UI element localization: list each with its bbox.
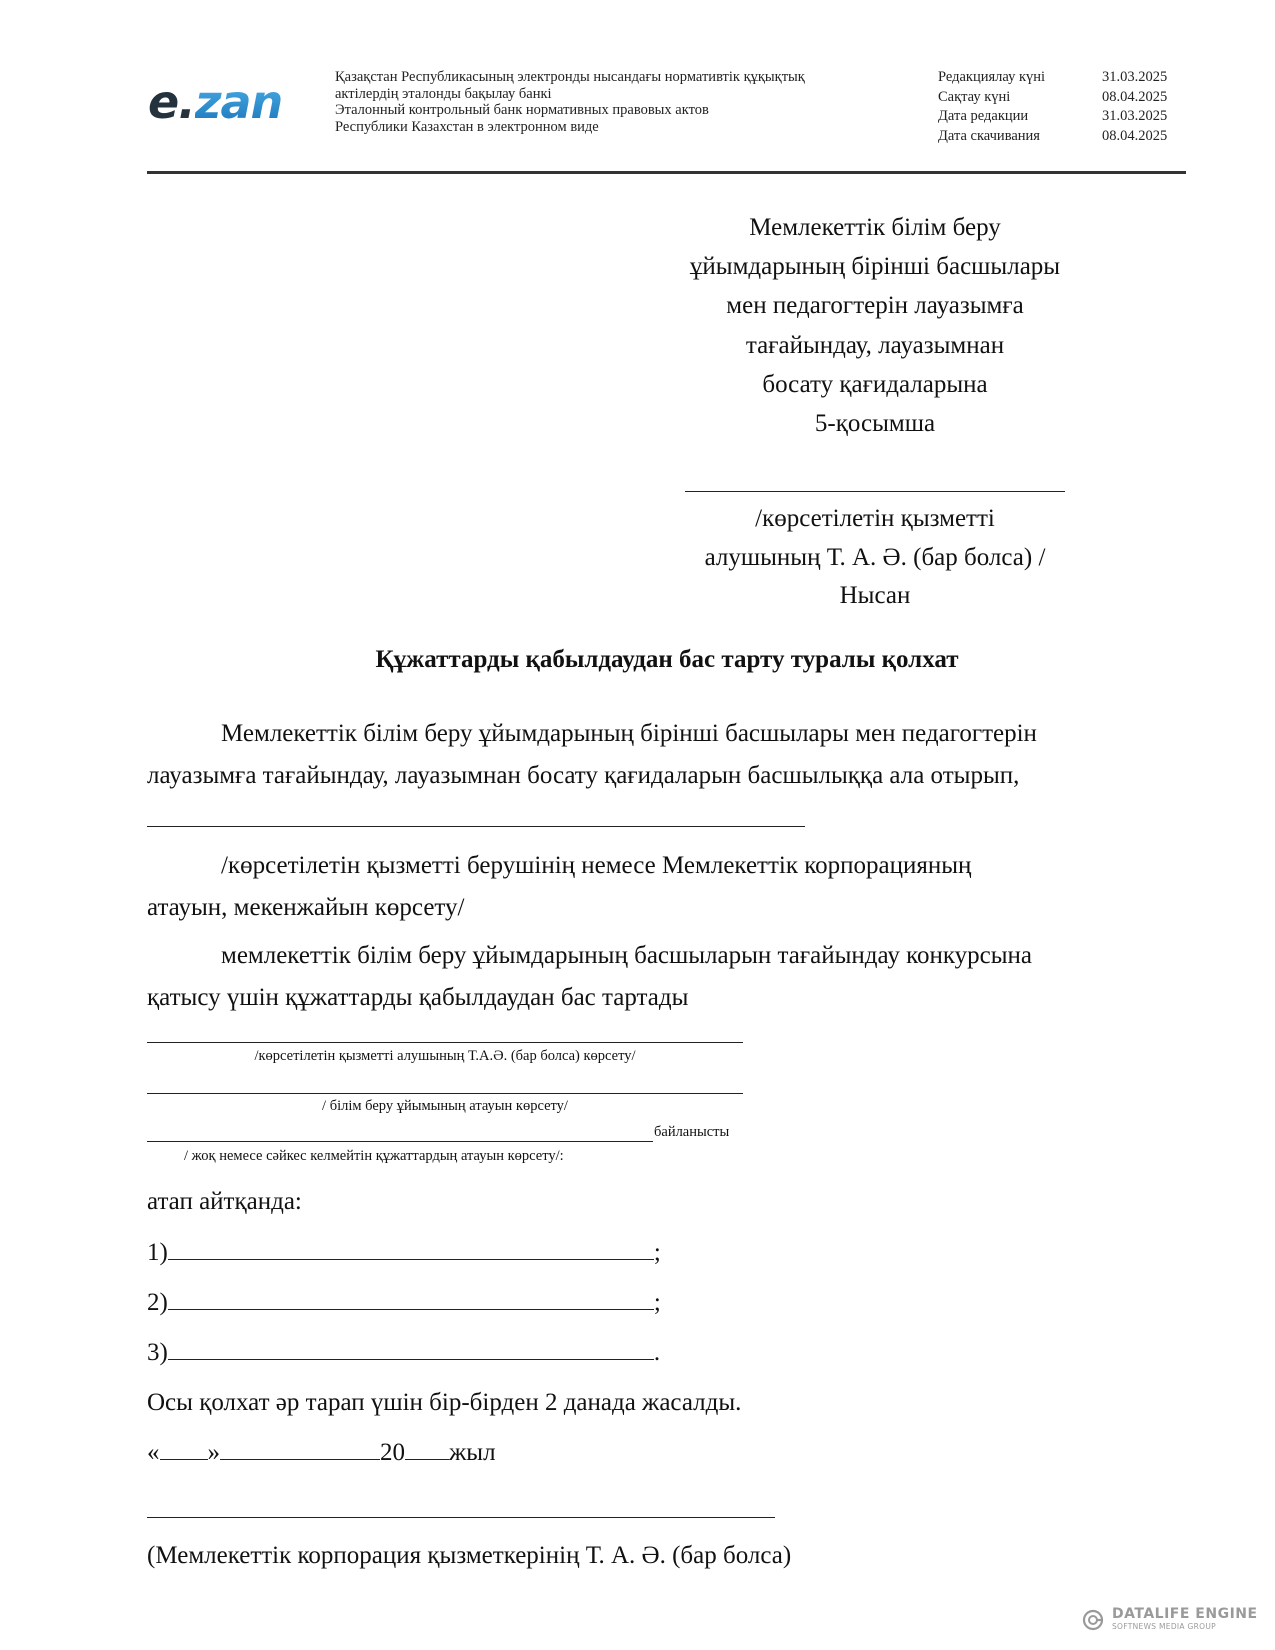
list-item-number: 3) — [147, 1339, 168, 1366]
list-item — [147, 1281, 667, 1324]
related-suffix: байланысты — [654, 1124, 730, 1140]
signature-caption: (Мемлекеттік корпорация қызметкерінің Т. А. Ә. (бар болса) — [147, 1542, 792, 1569]
appendix-line: мен педагогтерін лауазымға — [726, 292, 1024, 320]
watermark-title: DATALIFE ENGINE — [1112, 1606, 1258, 1622]
century: 20 — [380, 1439, 405, 1466]
list-item-end: . — [653, 1339, 661, 1366]
paragraph-line: қатысу үшін құжаттарды қабылдаудан бас тартады — [147, 984, 689, 1011]
documents-blank[interactable] — [147, 1141, 653, 1142]
meta-value: 08.04.2025 — [1102, 88, 1168, 105]
recipient-hint-line: алушының Т. А. Ә. (бар болса) / — [704, 543, 1046, 571]
appendix-reference — [640, 208, 1110, 443]
list-item — [147, 1231, 667, 1274]
appendix-line: босату қағидаларына — [762, 370, 988, 398]
meta-value: 08.04.2025 — [1102, 127, 1168, 144]
list-item-end: ; — [653, 1289, 661, 1316]
recipient-block — [640, 500, 1110, 616]
paragraph-line: лауазымға тағайындау, лауазымнан босату қағидаларын басшылыққа ала отырып, — [147, 762, 1020, 789]
paragraph-provider-hint — [147, 845, 1187, 929]
datalife-engine-logo-icon — [1082, 1609, 1104, 1631]
close-quote: » — [207, 1439, 220, 1466]
list-item-blank[interactable] — [168, 1231, 654, 1260]
provider-name-blank[interactable] — [147, 826, 805, 827]
meta-label: Сақтау күні — [938, 88, 1011, 105]
meta-row-edit-date-ru — [938, 107, 1192, 127]
header-description-line: Эталонный контрольный банк нормативных правовых актов — [335, 102, 709, 118]
appendix-line: тағайындау, лауазымнан — [745, 331, 1005, 359]
header-description — [335, 69, 805, 135]
recipient-fullname-hint: /көрсетілетін қызметті алушының Т.А.Ә. (бар болса) көрсету/ — [254, 1048, 636, 1064]
list-item-number: 2) — [147, 1289, 168, 1316]
paragraph-line: /көрсетілетін қызметті берушінің немесе Мемлекеттік корпорацияның — [221, 852, 972, 879]
organization-name-blank[interactable] — [147, 1093, 743, 1094]
recipient-fullname-blank[interactable] — [147, 1042, 743, 1043]
meta-label: Дата скачивания — [938, 127, 1040, 144]
recipient-hint-line: /көрсетілетін қызметті — [755, 505, 995, 532]
document-title: Құжаттарды қабылдаудан бас тарту туралы қолхат — [375, 646, 959, 673]
meta-label: Дата редакции — [938, 108, 1029, 124]
recipient-name-blank[interactable] — [685, 491, 1065, 492]
header-description-line: Республики Казахстан в электронном виде — [335, 118, 599, 135]
month-blank[interactable] — [220, 1435, 380, 1460]
year-blank[interactable] — [405, 1435, 449, 1460]
meta-row-save-date-kk — [938, 88, 1192, 108]
documents-hint: / жоқ немесе сәйкес келмейтін құжаттардың атауын көрсету/: — [184, 1148, 564, 1164]
organization-name-hint: / білім беру ұйымының атауын көрсету/ — [322, 1098, 568, 1114]
year-word: жыл — [449, 1439, 496, 1466]
list-item — [147, 1331, 667, 1374]
meta-label: Редакциялау күні — [938, 69, 1046, 85]
header-description-line: актілердің эталонды бақылау банкі — [335, 85, 552, 102]
copies-note: Осы қолхат әр тарап үшін бір-бірден 2 данада жасалды. — [147, 1389, 742, 1416]
meta-row-download-date-ru — [938, 127, 1192, 147]
header-meta-table — [938, 68, 1192, 146]
watermark-subtitle: SOFTNEWS MEDIA GROUP — [1112, 1622, 1216, 1631]
signature-blank[interactable] — [147, 1517, 775, 1518]
paragraph-line: мемлекеттік білім беру ұйымдарының басшыларын тағайындау конкурсына — [221, 942, 1032, 969]
header-description-line: Қазақстан Республикасының электронды нысандағы нормативтік құқықтық — [335, 69, 805, 85]
namely-label: атап айтқанда: — [147, 1188, 302, 1215]
list-item-number: 1) — [147, 1239, 168, 1266]
appendix-line: ұйымдарының бірінші басшылары — [689, 253, 1061, 281]
paragraph-intro — [147, 713, 1187, 797]
form-label: Нысан — [839, 582, 911, 609]
open-quote: « — [147, 1439, 160, 1466]
paragraph-refusal — [147, 935, 1187, 1019]
ezan-logo: e.zan — [148, 75, 283, 129]
paragraph-line: атауын, мекенжайын көрсету/ — [147, 894, 465, 921]
appendix-number: 5-қосымша — [814, 410, 936, 438]
appendix-line: Мемлекеттік білім беру — [749, 214, 1001, 241]
date-line — [147, 1432, 747, 1474]
day-blank[interactable] — [160, 1435, 208, 1460]
datalife-engine-watermark — [1082, 1607, 1258, 1631]
paragraph-line: Мемлекеттік білім беру ұйымдарының бірінші басшылары мен педагогтерін — [221, 720, 1037, 747]
list-item-blank[interactable] — [168, 1281, 654, 1310]
header-divider — [147, 171, 1186, 174]
list-item-blank[interactable] — [168, 1331, 654, 1360]
meta-row-edit-date-kk — [938, 68, 1192, 88]
meta-value: 31.03.2025 — [1102, 108, 1168, 124]
list-item-end: ; — [653, 1239, 661, 1266]
meta-value: 31.03.2025 — [1102, 69, 1168, 85]
